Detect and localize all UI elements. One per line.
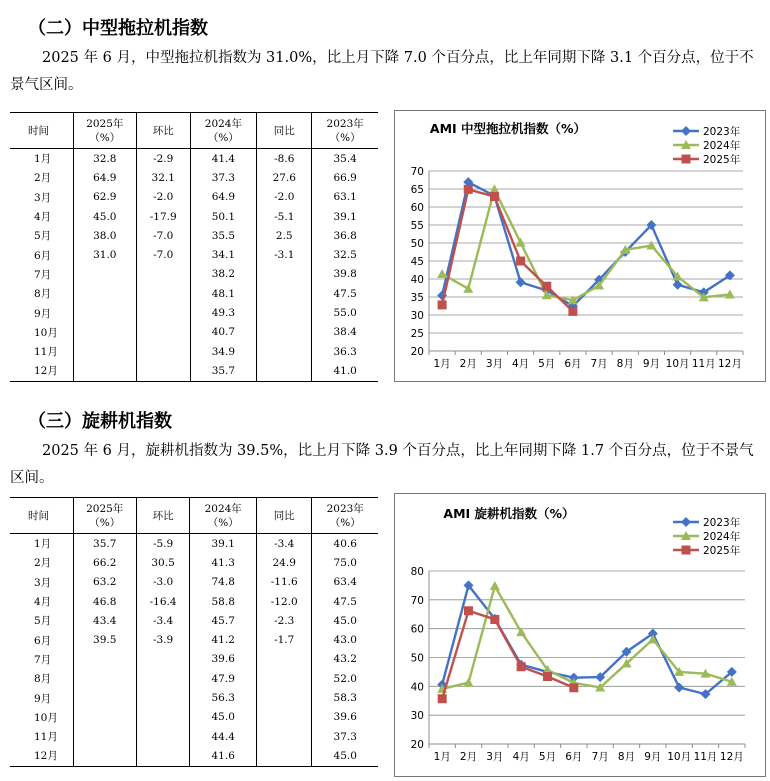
- table-cell-mom: -7.0: [136, 226, 190, 245]
- series-line: [442, 586, 732, 689]
- data-point: [437, 269, 447, 278]
- table-cell-yoy: -12.0: [256, 592, 311, 611]
- table-cell-2023: 47.5: [312, 592, 378, 611]
- table-cell-2025: [73, 688, 136, 707]
- x-tick-label: 10月: [667, 751, 692, 763]
- table-row: [10, 245, 378, 264]
- table-cell-2024: 64.9: [190, 188, 257, 207]
- x-tick-label: 3月: [486, 751, 504, 763]
- x-tick-label: 8月: [616, 358, 634, 370]
- y-tick-label: 20: [410, 346, 424, 358]
- table-header-month: 时间: [10, 113, 73, 149]
- table-header-mom: 环比: [136, 498, 190, 534]
- table-cell-2025: 39.5: [73, 630, 136, 649]
- table-cell-2023: 58.3: [312, 688, 378, 707]
- table-cell-2024: 74.8: [190, 573, 257, 592]
- table-cell-2023: 43.0: [312, 630, 378, 649]
- legend-marker: [681, 517, 691, 527]
- table-cell-mom: [136, 323, 190, 342]
- table-cell-mom: -7.0: [136, 245, 190, 264]
- table-cell-2024: 41.3: [190, 553, 257, 572]
- y-tick-label: 20: [410, 739, 424, 751]
- table-row: [10, 207, 378, 226]
- legend-item: [673, 139, 741, 152]
- y-tick-label: 65: [410, 184, 424, 196]
- table-cell-mom: [136, 342, 190, 361]
- table-cell-2025: 46.8: [73, 592, 136, 611]
- table-cell-2023: 36.8: [312, 226, 378, 245]
- x-tick-label: 9月: [644, 751, 662, 763]
- table-cell-month: 2月: [34, 172, 52, 185]
- y-tick-label: 35: [410, 292, 424, 304]
- table-cell-yoy: -8.6: [257, 149, 312, 169]
- data-point: [543, 672, 552, 681]
- table-cell-2024: 41.2: [190, 630, 257, 649]
- table-row: [10, 611, 378, 630]
- table-row: [10, 708, 378, 727]
- y-tick-label: 70: [410, 166, 424, 178]
- table-cell-month: 9月: [34, 692, 52, 705]
- data-point: [438, 300, 447, 309]
- table-row: [10, 534, 378, 554]
- table-cell-2024: 56.3: [190, 688, 257, 707]
- table-header-2024: 2024年 （%）: [190, 113, 257, 149]
- table-header-2025: 2025年 （%）: [73, 113, 136, 149]
- data-point: [490, 581, 500, 590]
- table-row: [10, 361, 378, 381]
- table-cell-mom: [136, 650, 190, 669]
- table-cell-month: 7月: [34, 268, 52, 281]
- table-cell-2025: 63.2: [73, 573, 136, 592]
- table-cell-month: 10月: [34, 326, 58, 339]
- table-cell-mom: -16.4: [136, 592, 190, 611]
- table-cell-2024: 44.4: [190, 727, 257, 746]
- table-cell-yoy: [256, 746, 311, 766]
- table-cell-2023: 41.0: [312, 361, 378, 381]
- table-row: [10, 573, 378, 592]
- x-tick-label: 7月: [591, 751, 609, 763]
- table-cell-mom: [136, 669, 190, 688]
- table-cell-2025: [73, 303, 136, 322]
- table-cell-mom: -17.9: [136, 207, 190, 226]
- table-cell-yoy: -1.7: [256, 630, 311, 649]
- table-cell-2023: 32.5: [312, 245, 378, 264]
- table-cell-2023: 38.4: [312, 323, 378, 342]
- table-cell-mom: -3.9: [136, 630, 190, 649]
- table-cell-2024: 48.1: [190, 284, 257, 303]
- table-cell-month: 5月: [34, 615, 52, 628]
- legend-label: 2025年: [703, 154, 741, 166]
- table-cell-yoy: -2.0: [257, 188, 312, 207]
- table-cell-2024: 45.0: [190, 708, 257, 727]
- table-cell-yoy: [257, 342, 312, 361]
- table-cell-yoy: 27.6: [257, 168, 312, 187]
- x-tick-label: 6月: [565, 751, 583, 763]
- table-cell-yoy: [257, 361, 312, 381]
- table-cell-month: 9月: [34, 307, 52, 320]
- table-cell-yoy: [257, 284, 312, 303]
- table-row: [10, 592, 378, 611]
- table-cell-2023: 36.3: [312, 342, 378, 361]
- table-header-2025: 2025年 （%）: [73, 498, 136, 534]
- table-cell-mom: [136, 727, 190, 746]
- x-tick-label: 5月: [538, 751, 557, 763]
- table-row: [10, 746, 378, 766]
- series-2023年: [437, 177, 735, 311]
- table-header-yoy: 同比: [257, 113, 312, 149]
- table-cell-2025: 38.0: [73, 226, 136, 245]
- table-cell-yoy: -2.3: [256, 611, 311, 630]
- y-tick-label: 70: [410, 594, 424, 607]
- table-cell-yoy: -11.6: [256, 573, 311, 592]
- table-cell-2025: [73, 361, 136, 381]
- table-cell-yoy: [257, 323, 312, 342]
- rotary-tiller-index-table: [10, 497, 378, 767]
- x-tick-label: 7月: [590, 358, 608, 370]
- table-cell-2023: 63.4: [312, 573, 378, 592]
- table-cell-2023: 39.6: [312, 708, 378, 727]
- x-tick-label: 1月: [433, 358, 451, 370]
- x-tick-label: 12月: [717, 358, 742, 370]
- table-cell-2025: [73, 746, 136, 766]
- legend-label: 2024年: [703, 531, 741, 543]
- legend-label: 2023年: [703, 126, 741, 138]
- data-point: [516, 238, 526, 247]
- table-cell-yoy: -3.4: [256, 534, 311, 554]
- legend-label: 2023年: [703, 517, 741, 529]
- y-tick-label: 55: [410, 220, 424, 232]
- x-tick-label: 12月: [719, 751, 744, 763]
- table-cell-month: 4月: [34, 211, 52, 224]
- series-2025年: [438, 185, 578, 316]
- table-cell-mom: -2.0: [136, 188, 190, 207]
- table-cell-2024: 35.7: [190, 361, 257, 381]
- table-cell-2023: 40.6: [312, 534, 378, 554]
- table-cell-mom: [136, 746, 190, 766]
- table-cell-month: 6月: [34, 634, 52, 647]
- table-cell-mom: 30.5: [136, 553, 190, 572]
- table-cell-2025: [73, 708, 136, 727]
- table-cell-2024: 40.7: [190, 323, 257, 342]
- data-point: [673, 280, 683, 290]
- table-row: [10, 284, 378, 303]
- table-cell-month: 12月: [10, 746, 73, 766]
- table-cell-2024: 45.7: [190, 611, 257, 630]
- table-cell-2023: 35.4: [312, 149, 378, 169]
- table-cell-2025: [73, 669, 136, 688]
- table-cell-month: 11月: [34, 731, 58, 744]
- x-tick-label: 10月: [665, 358, 690, 370]
- table-cell-2025: 43.4: [73, 611, 136, 630]
- medium-tractor-index-table: [10, 112, 378, 382]
- x-tick-label: 2月: [459, 358, 477, 370]
- x-tick-label: 6月: [564, 358, 582, 370]
- table-row: [10, 669, 378, 688]
- table-header-2023: 2023年 （%）: [312, 113, 378, 149]
- table-cell-2023: 45.0: [312, 746, 378, 766]
- y-tick-label: 30: [410, 710, 424, 723]
- table-row: [10, 168, 378, 187]
- table-cell-month: 4月: [34, 596, 52, 609]
- legend-item: [673, 530, 741, 543]
- data-point: [569, 683, 578, 692]
- x-tick-label: 5月: [538, 358, 556, 370]
- table-cell-2023: 55.0: [312, 303, 378, 322]
- table-cell-mom: [136, 708, 190, 727]
- table-cell-mom: -3.0: [136, 573, 190, 592]
- legend-marker: [681, 126, 691, 136]
- table-cell-yoy: 2.5: [257, 226, 312, 245]
- y-tick-label: 60: [410, 202, 424, 214]
- x-tick-label: 1月: [433, 751, 451, 763]
- table-cell-2025: 62.9: [73, 188, 136, 207]
- table-row: [10, 630, 378, 649]
- table-cell-2025: 31.0: [73, 245, 136, 264]
- table-cell-2023: 45.0: [312, 611, 378, 630]
- series-2024年: [437, 581, 737, 693]
- table-cell-2025: [73, 342, 136, 361]
- legend-label: 2024年: [703, 140, 741, 152]
- table-cell-yoy: [256, 708, 311, 727]
- series-2023年: [437, 580, 737, 699]
- x-tick-label: 11月: [691, 358, 716, 370]
- table-cell-yoy: [256, 650, 311, 669]
- table-cell-mom: -5.9: [136, 534, 190, 554]
- table-cell-2024: 50.1: [190, 207, 257, 226]
- data-point: [463, 284, 473, 293]
- section-heading-rotary-tiller: （三）旋耕机指数: [28, 411, 172, 432]
- table-cell-yoy: [256, 669, 311, 688]
- table-cell-month: 3月: [34, 191, 52, 204]
- x-tick-label: 11月: [693, 751, 718, 763]
- table-cell-2023: 63.1: [312, 188, 378, 207]
- table-cell-2024: 34.1: [190, 245, 257, 264]
- y-tick-label: 80: [410, 566, 424, 578]
- table-cell-2025: [73, 265, 136, 284]
- x-tick-label: 2月: [459, 751, 478, 763]
- medium-tractor-chart-svg: [395, 111, 765, 381]
- table-cell-month: 8月: [34, 288, 52, 301]
- table-cell-mom: 32.1: [136, 168, 190, 187]
- table-cell-2024: 37.3: [190, 168, 257, 187]
- table-row: [10, 323, 378, 342]
- table-cell-yoy: [257, 265, 312, 284]
- y-tick-label: 30: [410, 310, 424, 322]
- table-cell-yoy: [256, 727, 311, 746]
- table-cell-yoy: [256, 688, 311, 707]
- table-cell-2023: 39.8: [312, 265, 378, 284]
- data-point: [542, 282, 551, 291]
- table-header-yoy: 同比: [256, 498, 311, 534]
- table-cell-2025: [73, 727, 136, 746]
- table-cell-month: 11月: [34, 346, 58, 359]
- x-tick-label: 8月: [617, 751, 636, 763]
- table-cell-2025: 66.2: [73, 553, 136, 572]
- data-point: [568, 307, 577, 316]
- table-row: [10, 303, 378, 322]
- table-cell-mom: [136, 284, 190, 303]
- table-cell-mom: [136, 688, 190, 707]
- table-cell-month: 5月: [34, 230, 52, 243]
- data-point: [464, 678, 474, 687]
- x-tick-label: 3月: [485, 358, 504, 370]
- series-line: [442, 585, 732, 694]
- table-cell-mom: [136, 265, 190, 284]
- series-2024年: [437, 184, 735, 304]
- rotary-tiller-chart: [394, 493, 766, 777]
- table-cell-month: 8月: [34, 673, 52, 686]
- y-tick-label: 50: [410, 238, 424, 250]
- table-cell-2024: 49.3: [190, 303, 257, 322]
- table-cell-mom: -2.9: [136, 149, 190, 169]
- table-header-month: 时间: [10, 498, 73, 534]
- data-point: [490, 192, 499, 201]
- table-cell-2025: [73, 284, 136, 303]
- legend-item: [673, 544, 741, 557]
- x-tick-label: 9月: [642, 358, 661, 370]
- table-row: [10, 188, 378, 207]
- y-tick-label: 50: [410, 652, 424, 665]
- y-tick-label: 25: [410, 328, 424, 340]
- data-point: [464, 606, 473, 615]
- table-cell-mom: [136, 303, 190, 322]
- legend-marker: [682, 155, 691, 164]
- table-row: [10, 265, 378, 284]
- section-heading-medium-tractor: （二）中型拖拉机指数: [28, 18, 208, 39]
- chart-title: AMI 中型拖拉机指数（%）: [429, 121, 587, 136]
- table-cell-2023: 39.1: [312, 207, 378, 226]
- table-cell-2024: 41.4: [190, 149, 257, 169]
- table-cell-mom: [136, 361, 190, 381]
- data-point: [517, 662, 526, 671]
- table-cell-2024: 47.9: [190, 669, 257, 688]
- legend-item: [673, 153, 741, 166]
- legend-label: 2025年: [703, 545, 741, 557]
- table-row: [10, 688, 378, 707]
- table-cell-yoy: 24.9: [256, 553, 311, 572]
- table-row: [10, 226, 378, 245]
- data-point: [516, 257, 525, 266]
- table-row: [10, 650, 378, 669]
- legend-item: [673, 125, 741, 138]
- table-cell-2023: 52.0: [312, 669, 378, 688]
- table-cell-month: 10月: [34, 711, 58, 724]
- table-row: [10, 727, 378, 746]
- x-tick-label: 4月: [512, 751, 530, 763]
- data-point: [490, 615, 499, 624]
- chart-title: AMI 旋耕机指数（%）: [443, 506, 575, 521]
- table-cell-month: 2月: [34, 557, 52, 570]
- table-cell-mom: -3.4: [136, 611, 190, 630]
- table-row: [10, 342, 378, 361]
- table-cell-2024: 34.9: [190, 342, 257, 361]
- table-cell-yoy: -3.1: [257, 245, 312, 264]
- table-cell-2025: 64.9: [73, 168, 136, 187]
- table-cell-2024: 38.2: [190, 265, 257, 284]
- x-tick-label: 4月: [511, 358, 530, 370]
- table-cell-2024: 58.8: [190, 592, 257, 611]
- table-header-2023: 2023年 （%）: [312, 498, 378, 534]
- y-tick-label: 45: [410, 256, 424, 268]
- table-cell-month: 12月: [10, 361, 73, 381]
- rotary-tiller-chart-svg: [395, 494, 765, 776]
- table-row: [10, 553, 378, 572]
- data-point: [464, 185, 473, 194]
- series-line: [442, 611, 574, 699]
- series-line: [442, 182, 730, 306]
- table-cell-month: 1月: [34, 153, 52, 166]
- table-cell-2025: [73, 650, 136, 669]
- table-cell-2024: 41.6: [190, 746, 257, 766]
- table-cell-2023: 43.2: [312, 650, 378, 669]
- table-cell-2023: 47.5: [312, 284, 378, 303]
- series-line: [442, 189, 730, 300]
- data-point: [438, 694, 447, 703]
- table-cell-2024: 39.1: [190, 534, 257, 554]
- section-paragraph-medium-tractor: 2025 年 6 月，中型拖拉机指数为 31.0%，比上月下降 7.0 个百分点，比上年同期下降 3.1 个百分点，位于不景气区间。: [10, 50, 754, 93]
- table-cell-2024: 39.6: [190, 650, 257, 669]
- y-tick-label: 60: [410, 623, 424, 636]
- y-tick-label: 40: [410, 274, 424, 286]
- table-cell-month: 1月: [34, 538, 52, 551]
- data-point: [674, 682, 684, 692]
- table-cell-yoy: -5.1: [257, 207, 312, 226]
- legend-item: [673, 516, 741, 529]
- table-row: [10, 149, 378, 169]
- table-header-2024: 2024年 （%）: [190, 498, 257, 534]
- table-cell-2023: 75.0: [312, 553, 378, 572]
- table-cell-2024: 35.5: [190, 226, 257, 245]
- table-cell-month: 3月: [34, 576, 52, 589]
- table-cell-2025: [73, 323, 136, 342]
- legend-marker: [682, 546, 691, 555]
- table-header-mom: 环比: [136, 113, 190, 149]
- y-tick-label: 40: [410, 681, 424, 694]
- table-cell-2025: 32.8: [73, 149, 136, 169]
- table-cell-2025: 35.7: [73, 534, 136, 554]
- table-cell-yoy: [257, 303, 312, 322]
- table-cell-2023: 66.9: [312, 168, 378, 187]
- section-paragraph-rotary-tiller: 2025 年 6 月，旋耕机指数为 39.5%，比上月下降 3.9 个百分点，比上年同期下降 1.7 个百分点，位于不景气区间。: [10, 443, 754, 486]
- table-cell-month: 7月: [34, 653, 52, 666]
- table-cell-2025: 45.0: [73, 207, 136, 226]
- table-cell-month: 6月: [34, 249, 52, 262]
- medium-tractor-chart: [394, 110, 766, 382]
- table-cell-2023: 37.3: [312, 727, 378, 746]
